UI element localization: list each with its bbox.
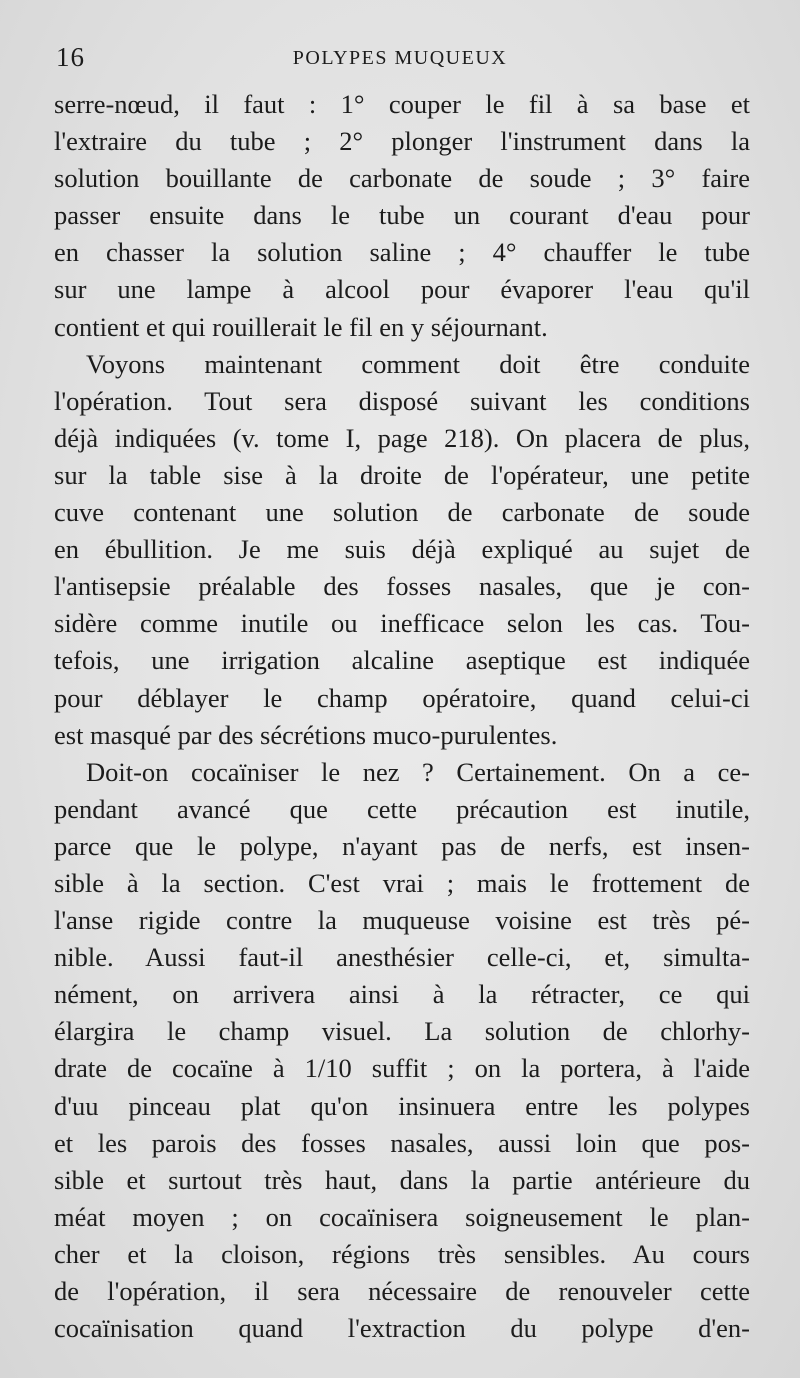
paragraph-first-line: Doit-on cocaïniser le nez ? Certainement. On a ce- — [86, 756, 750, 787]
text-line: est masqué par des sécrétions muco-purulentes. — [54, 719, 558, 750]
text-line: drate de cocaïne à 1/10 suffit ; on la portera, à l'aide — [54, 1053, 750, 1084]
text-line: l'extraire du tube ; 2° plonger l'instrument dans la — [54, 126, 750, 157]
text-line: de l'opération, il sera nécessaire de renouveler cette — [54, 1276, 750, 1306]
text-line: méat moyen ; on cocaïnisera soigneusement le plan- — [54, 1201, 750, 1232]
text-line: en ébullition. Je me suis déjà expliqué au sujet de — [54, 534, 750, 565]
text-line: tefois, une irrigation alcaline aseptique est indiquée — [54, 645, 750, 676]
text-line: nible. Aussi faut-il anesthésier celle-ci, et, simulta- — [54, 942, 750, 973]
text-line: cocaïnisation quand l'extraction du polype d'en- — [54, 1313, 750, 1344]
text-line: pour déblayer le champ opératoire, quand celui-ci — [54, 682, 750, 713]
text-line: élargira le champ visuel. La solution de chlorhy- — [54, 1016, 750, 1047]
running-head: POLYPES MUQUEUX — [292, 47, 508, 69]
text-line: d'uu pinceau plat qu'on insinuera entre les polypes — [54, 1090, 750, 1121]
body-text — [54, 86, 750, 1347]
text-line: l'antisepsie préalable des fosses nasales, que je con- — [54, 571, 750, 602]
text-line: passer ensuite dans le tube un courant d'eau pour — [54, 200, 750, 231]
text-line: sur la table sise à la droite de l'opérateur, une petite — [54, 459, 750, 490]
text-line: parce que le polype, n'ayant pas de nerfs, est insen- — [54, 830, 750, 861]
text-line: cher et la cloison, régions très sensibles. Au cours — [54, 1238, 750, 1269]
text-line: sible et surtout très haut, dans la partie antérieure du — [54, 1164, 750, 1195]
text-line: sible à la section. C'est vrai ; mais le frottement de — [54, 867, 750, 898]
page-number: 16 — [56, 42, 85, 72]
text-line: déjà indiquées (v. tome I, page 218). On placera de plus, — [54, 422, 750, 453]
text-line: et les parois des fosses nasales, aussi loin que pos- — [54, 1127, 750, 1158]
page-header — [0, 40, 800, 80]
paragraph-first-line: Voyons maintenant comment doit être conduite — [86, 348, 750, 379]
text-line: sidère comme inutile ou inefficace selon les cas. Tou- — [54, 608, 750, 639]
text-line: nément, on arrivera ainsi à la rétracter, ce qui — [54, 979, 750, 1010]
text-line: serre-nœud, il faut : 1° couper le fil à sa base et — [54, 89, 750, 119]
text-line: contient et qui rouillerait le fil en y séjournant. — [54, 311, 548, 342]
text-line: solution bouillante de carbonate de soude ; 3° faire — [54, 163, 750, 194]
text-line: l'anse rigide contre la muqueuse voisine est très pé- — [54, 905, 750, 936]
text-line: cuve contenant une solution de carbonate de soude — [54, 497, 750, 528]
text-line: en chasser la solution saline ; 4° chauffer le tube — [54, 237, 750, 268]
text-line: l'opération. Tout sera disposé suivant les conditions — [54, 385, 750, 416]
text-line: sur une lampe à alcool pour évaporer l'eau qu'il — [54, 274, 750, 305]
text-line: pendant avancé que cette précaution est inutile, — [54, 793, 750, 824]
